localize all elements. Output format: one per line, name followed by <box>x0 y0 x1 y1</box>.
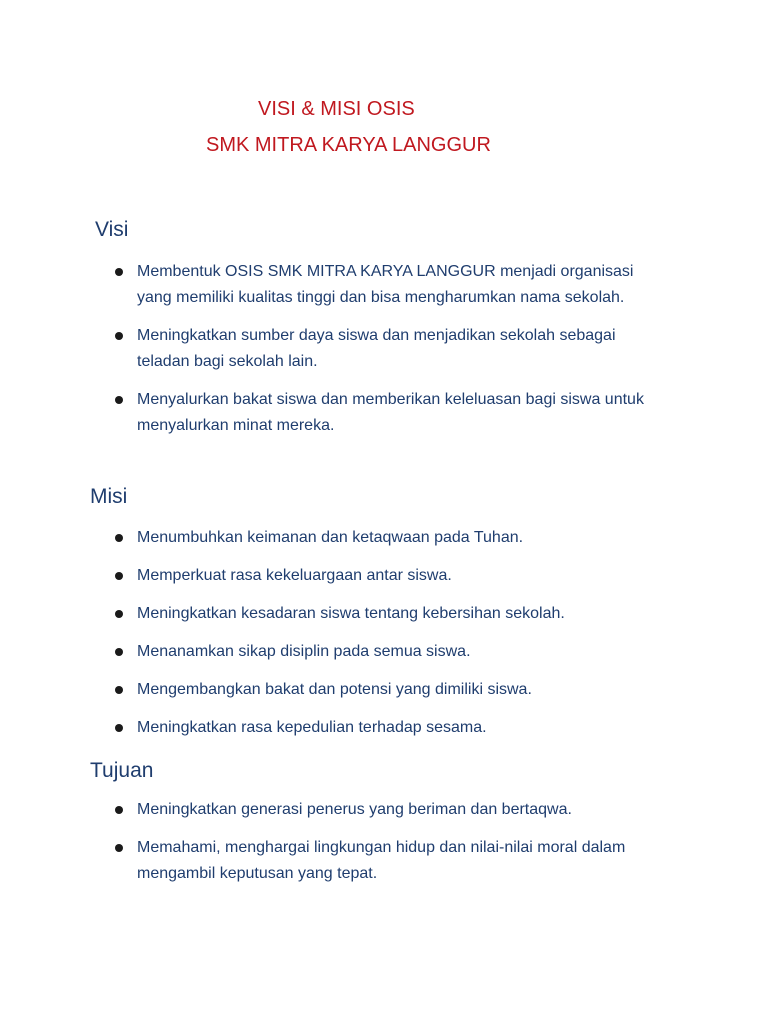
bullet-icon <box>115 610 123 618</box>
list-item <box>110 639 670 665</box>
bullet-icon <box>115 806 123 814</box>
list-item-text: Menyalurkan bakat siswa dan memberikan keleluasan bagi siswa untuk menyalurkan minat mereka. <box>137 391 644 434</box>
section-heading-misi: Misi <box>90 485 128 508</box>
list-item <box>110 835 670 887</box>
tujuan-list <box>110 797 670 899</box>
list-item-text: Menumbuhkan keimanan dan ketaqwaan pada Tuhan. <box>137 529 524 546</box>
bullet-icon <box>115 396 123 404</box>
list-item-text: Memperkuat rasa kekeluargaan antar siswa. <box>137 567 452 584</box>
misi-list <box>110 525 670 753</box>
list-item <box>110 715 670 741</box>
list-item-text: Meningkatkan sumber daya siswa dan menjadikan sekolah sebagai teladan bagi sekolah lain. <box>137 327 616 370</box>
list-item <box>110 797 670 823</box>
list-item-text: Membentuk OSIS SMK MITRA KARYA LANGGUR menjadi organisasi yang memiliki kualitas tinggi dan bisa mengharumkan nama sekolah. <box>137 263 634 306</box>
bullet-icon <box>115 572 123 580</box>
list-item-text: Memahami, menghargai lingkungan hidup dan nilai-nilai moral dalam mengambil keputusan yang tepat. <box>137 839 626 882</box>
document-title-line-1: VISI & MISI OSIS <box>258 98 415 120</box>
list-item <box>110 323 670 375</box>
list-item-text: Meningkatkan generasi penerus yang beriman dan bertaqwa. <box>137 801 572 818</box>
list-item <box>110 259 670 311</box>
list-item-text: Mengembangkan bakat dan potensi yang dimiliki siswa. <box>137 681 532 698</box>
bullet-icon <box>115 534 123 542</box>
list-item <box>110 525 670 551</box>
list-item <box>110 601 670 627</box>
list-item <box>110 563 670 589</box>
section-heading-tujuan: Tujuan <box>90 759 154 782</box>
document-title-line-2: SMK MITRA KARYA LANGGUR <box>206 134 491 156</box>
list-item <box>110 387 670 439</box>
bullet-icon <box>115 268 123 276</box>
bullet-icon <box>115 844 123 852</box>
bullet-icon <box>115 648 123 656</box>
list-item <box>110 677 670 703</box>
list-item-text: Meningkatkan kesadaran siswa tentang kebersihan sekolah. <box>137 605 565 622</box>
bullet-icon <box>115 724 123 732</box>
list-item-text: Menanamkan sikap disiplin pada semua siswa. <box>137 643 471 660</box>
bullet-icon <box>115 332 123 340</box>
list-item-text: Meningkatkan rasa kepedulian terhadap sesama. <box>137 719 487 736</box>
bullet-icon <box>115 686 123 694</box>
visi-list <box>110 259 670 451</box>
section-heading-visi: Visi <box>95 218 129 241</box>
